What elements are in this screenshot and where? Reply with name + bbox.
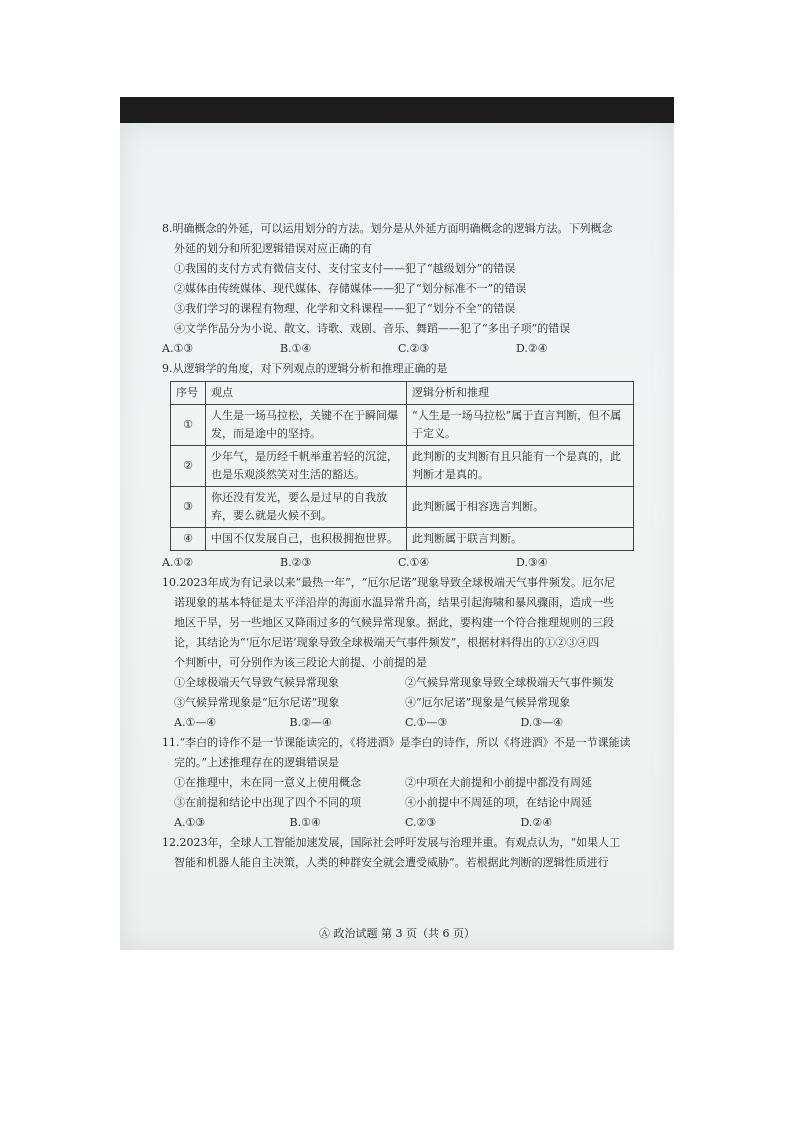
q9-row-view: 你还没有发光，要么是过早的自我放弃，要么就是火候不到。 [206, 487, 407, 528]
q8-item-3: ③我们学习的课程有物理、化学和文科课程——犯了“划分不全”的错误 [174, 302, 516, 315]
q8-stem-line1: 8.明确概念的外延，可以运用划分的方法。划分是从外延方面明确概念的逻辑方法。下列概念 [162, 222, 613, 235]
q9-stem: 9.从逻辑学的角度，对下列观点的逻辑分析和推理正确的是 [162, 362, 448, 375]
q10-options [162, 713, 636, 733]
page-footer: Ⓐ 政治试题 第 3 页（共 6 页） [319, 927, 475, 940]
q9-option-a: A.①② [162, 556, 194, 569]
q10-option-c: C.①—③ [405, 716, 448, 729]
q10-item-2: ②气候异常现象导致全球极端天气事件频发 [405, 676, 614, 689]
q11-item-1: ①在推理中，未在同一意义上使用概念 [174, 776, 361, 789]
q9-header-analysis: 逻辑分析和推理 [407, 382, 634, 405]
q9-options [162, 553, 636, 573]
q11-line-2: 完的。”上述推理存在的逻辑错误是 [174, 756, 340, 769]
q10-option-d: D.③—④ [520, 716, 564, 729]
q11-option-d: D.②④ [520, 816, 553, 829]
table-row [171, 487, 634, 528]
table-row [171, 528, 634, 551]
q12-line-2: 智能和机器人能自主决策，人类的种群安全就会遭受威胁”。若根据此判断的逻辑性质进行 [174, 856, 609, 869]
page-content [162, 219, 636, 873]
q8-option-c: C.②③ [398, 342, 430, 355]
q10-line-3: 地区干旱，另一些地区又降雨过多的气候异常现象。据此，要构建一个符合推理规则的三段 [174, 616, 614, 629]
q9-row-analysis: 此判断属于相容选言判断。 [407, 487, 634, 528]
q10-line-5: 个判断中，可分别作为该三段论大前提、小前提的是 [174, 656, 427, 669]
q10-items-row2 [162, 693, 636, 713]
q11-options [162, 813, 636, 833]
q9-row-analysis: “人生是一场马拉松”属于直言判断，但不属于定义。 [407, 405, 634, 446]
q8-options [162, 339, 636, 359]
q10-item-1: ①全球极端天气导致气候异常现象 [174, 676, 339, 689]
q11-option-c: C.②③ [405, 816, 437, 829]
q10-item-3: ③气候异常现象是“厄尔尼诺”现象 [174, 696, 340, 709]
q10-line-2: 诺现象的基本特征是太平洋沿岸的海面水温异常升高，结果引起海啸和暴风骤雨，造成一些 [174, 596, 614, 609]
q11-item-4: ④小前提中不周延的项，在结论中周延 [405, 796, 592, 809]
q9-option-b: B.②③ [280, 556, 312, 569]
q9-table [170, 381, 634, 551]
exam-page [120, 123, 674, 950]
q9-header-view: 观点 [206, 382, 407, 405]
q9-option-d: D.③④ [516, 556, 548, 569]
q11-item-2: ②中项在大前提和小前提中都没有周延 [405, 776, 592, 789]
q9-header-no: 序号 [171, 382, 206, 405]
table-row [171, 405, 634, 446]
q9-row-analysis: 此判断属于联言判断。 [407, 528, 634, 551]
q11-option-b: B.①④ [289, 816, 321, 829]
q8-option-b: B.①④ [280, 342, 312, 355]
question-11 [162, 733, 636, 833]
q8-option-a: A.①③ [162, 342, 194, 355]
q10-line-4: 论，其结论为“‘厄尔尼诺’现象导致全球极端天气事件频发”，根据材料得出的①②③④四 [174, 636, 600, 649]
q8-option-d: D.②④ [516, 342, 548, 355]
question-10 [162, 573, 636, 733]
q11-option-a: A.①③ [174, 816, 206, 829]
q8-item-1: ①我国的支付方式有微信支付、支付宝支付——犯了“越级划分”的错误 [174, 262, 516, 275]
q10-line-1: 10.2023年成为有记录以来“最热一年”，“厄尔尼诺”现象导致全球极端天气事件频发。厄尔尼 [162, 576, 615, 589]
q9-row-view: 中国不仅发展自己，也积极拥抱世界。 [206, 528, 407, 551]
q12-line-1: 12.2023年，全球人工智能加速发展，国际社会呼吁发展与治理并重。有观点认为，“如果人工 [162, 836, 621, 849]
table-row [171, 446, 634, 487]
question-8 [162, 219, 636, 359]
q9-row-analysis: 此判断的支判断有且只能有一个是真的，此判断才是真的。 [407, 446, 634, 487]
q8-item-2: ②媒体由传统媒体、现代媒体、存储媒体——犯了“划分标准不一”的错误 [174, 282, 527, 295]
q10-option-b: B.②—④ [289, 716, 332, 729]
q11-items-row2 [162, 793, 636, 813]
q9-row-no: ③ [171, 487, 206, 528]
q9-row-no: ① [171, 405, 206, 446]
q9-table-header [171, 382, 634, 405]
q11-item-3: ③在前提和结论中出现了四个不同的项 [174, 796, 361, 809]
q8-stem-line2: 外延的划分和所犯逻辑错误对应正确的有 [174, 242, 372, 255]
question-9 [162, 359, 636, 573]
q10-option-a: A.①—④ [174, 716, 217, 729]
q11-items-row1 [162, 773, 636, 793]
q10-items-row1 [162, 673, 636, 693]
question-12 [162, 833, 636, 873]
q9-option-c: C.①④ [398, 556, 430, 569]
photo-frame [120, 97, 674, 950]
q9-row-no: ② [171, 446, 206, 487]
q8-item-4: ④文学作品分为小说、散文、诗歌、戏剧、音乐、舞蹈——犯了“多出子项”的错误 [174, 322, 571, 335]
q9-row-no: ④ [171, 528, 206, 551]
q9-row-view: 少年气，是历经千帆举重若轻的沉淀，也是乐观淡然笑对生活的豁达。 [206, 446, 407, 487]
q9-row-view: 人生是一场马拉松，关键不在于瞬间爆发，而是途中的坚持。 [206, 405, 407, 446]
q11-line-1: 11.“李白的诗作不是一节课能读完的，《将进酒》是李白的诗作，所以《将进酒》不是一节课能读 [162, 736, 631, 749]
q10-item-4: ④“厄尔尼诺”现象是气候异常现象 [405, 696, 571, 709]
